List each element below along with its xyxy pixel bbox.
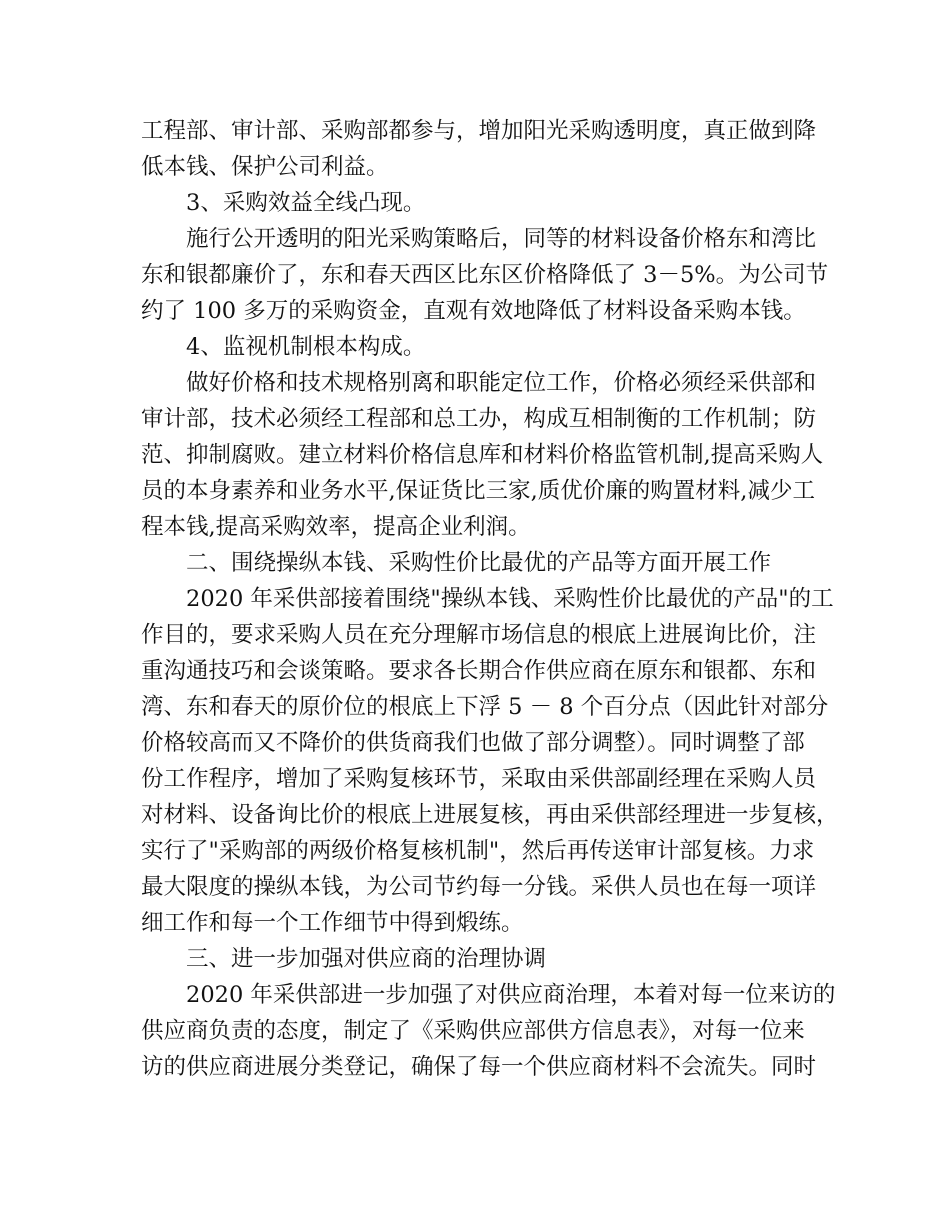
paragraph-line: 2020 年采供部接着围绕"操纵本钱、采购性价比最优的产品"的工	[186, 586, 834, 612]
paragraph-line: 作目的，要求采购人员在充分理解市场信息的根底上进展询比价，注	[141, 622, 817, 648]
paragraph-line: 工程部、审计部、采购部都参与，增加阳光采购透明度，真正做到降	[141, 118, 817, 144]
paragraph-line: 实行了"采购部的两级价格复核机制"，然后再传送审计部复核。力求	[141, 838, 815, 864]
paragraph-line: 最大限度的操纵本钱，为公司节约每一分钱。采供人员也在每一项详	[141, 874, 817, 900]
section-heading: 三、进一步加强对供应商的治理协调	[186, 946, 547, 972]
paragraph-line: 访的供应商进展分类登记，确保了每一个供应商材料不会流失。同时	[141, 1054, 817, 1080]
paragraph-line: 低本钱、保护公司利益。	[141, 154, 389, 180]
paragraph-line: 做好价格和技术规格别离和职能定位工作，价格必须经采供部和	[186, 370, 817, 396]
paragraph-line: 湾、东和春天的原价位的根底上下浮 5 － 8 个百分点（因此针对部分	[141, 694, 829, 720]
paragraph-line: 重沟通技巧和会谈策略。要求各长期合作供应商在原东和银都、东和	[141, 658, 817, 684]
paragraph-line: 施行公开透明的阳光采购策略后，同等的材料设备价格东和湾比	[186, 226, 817, 252]
section-heading: 二、围绕操纵本钱、采购性价比最优的产品等方面开展工作	[186, 550, 772, 576]
paragraph-line: 范、抑制腐败。建立材料价格信息库和材料价格监管机制,提高采购人	[141, 442, 824, 468]
paragraph-line: 2020 年采供部进一步加强了对供应商治理，本着对每一位来访的	[186, 982, 836, 1008]
paragraph-line: 约了 100 多万的采购资金，直观有效地降低了材料设备采购本钱。	[141, 298, 806, 324]
section-heading: 3、采购效益全线凸现。	[186, 190, 426, 216]
paragraph-line: 供应商负责的态度，制定了《采购供应部供方信息表》，对每一位来	[141, 1018, 805, 1044]
paragraph-line: 员的本身素养和业务水平,保证货比三家,质优价廉的购置材料,减少工	[141, 478, 815, 504]
paragraph-line: 对材料、设备询比价的根底上进展复核，再由采供部经理进一步复核，	[141, 802, 839, 828]
paragraph-line: 东和银都廉价了，东和春天西区比东区价格降低了 3－5%。为公司节	[141, 262, 829, 288]
paragraph-line: 价格较高而又不降价的供货商我们也做了部分调整）。同时调整了部	[141, 730, 805, 756]
section-heading: 4、监视机制根本构成。	[186, 334, 426, 360]
paragraph-line: 程本钱,提高采购效率，提高企业利润。	[141, 514, 531, 540]
paragraph-line: 审计部，技术必须经工程部和总工办，构成互相制衡的工作机制；防	[141, 406, 817, 432]
paragraph-line: 细工作和每一个工作细节中得到煅练。	[141, 910, 524, 936]
paragraph-line: 份工作程序，增加了采购复核环节，采取由采供部副经理在采购人员	[141, 766, 817, 792]
